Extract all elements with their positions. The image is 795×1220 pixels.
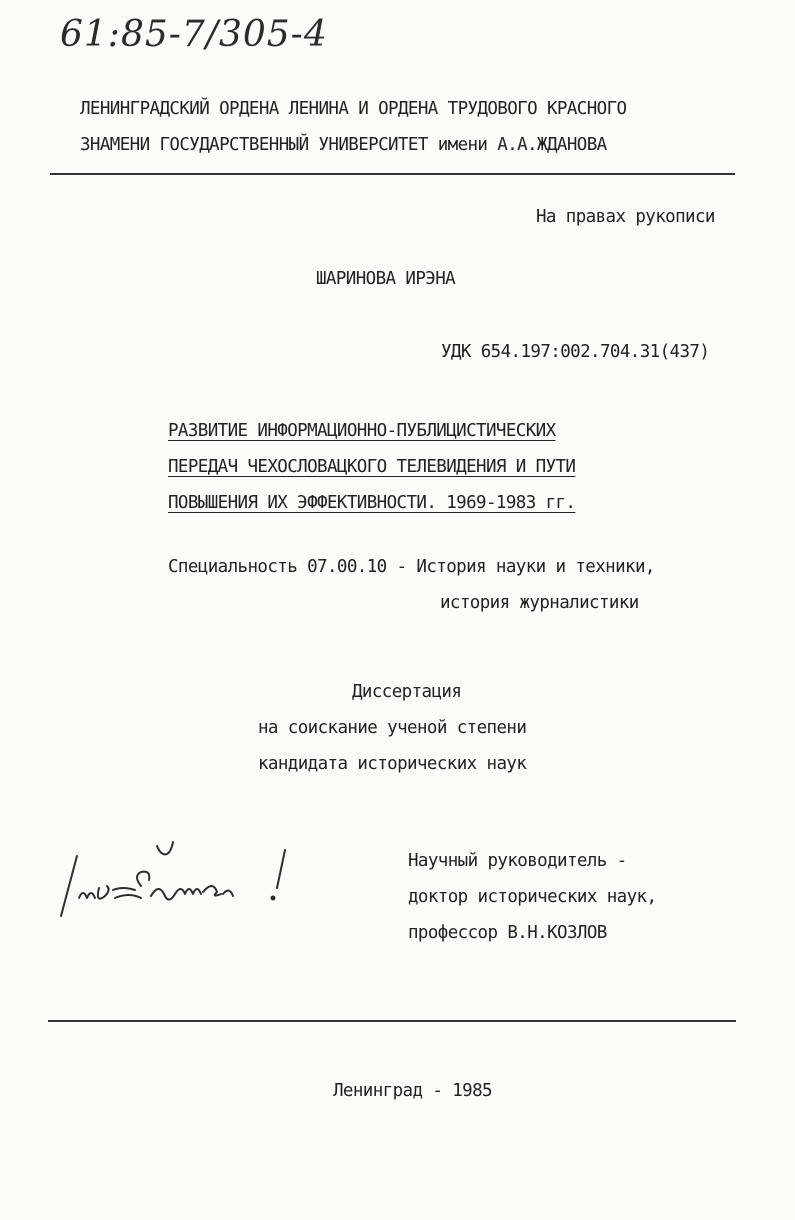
specialty-line-2: история журналистики <box>440 593 639 613</box>
dissertation-line-2: на соискание ученой степени <box>258 718 527 738</box>
rights-note: На правах рукописи <box>536 207 715 227</box>
dissertation-line-3: кандидата исторических наук <box>258 754 527 774</box>
thesis-title-line-1: РАЗВИТИЕ ИНФОРМАЦИОННО-ПУБЛИЦИСТИЧЕСКИХ <box>168 421 556 441</box>
institution-line-1: ЛЕНИНГРАДСКИЙ ОРДЕНА ЛЕНИНА И ОРДЕНА ТРУДОВОГО КРАСНОГО <box>80 99 627 119</box>
place-and-year: Ленинград - 1985 <box>333 1081 492 1101</box>
supervisor-line-1: Научный руководитель - <box>408 851 627 871</box>
author-signature <box>55 838 295 928</box>
supervisor-line-2: доктор исторических наук, <box>408 887 657 907</box>
institution-line-2: ЗНАМЕНИ ГОСУДАРСТВЕННЫЙ УНИВЕРСИТЕТ имени А.А.ЖДАНОВА <box>80 135 607 155</box>
thesis-title-line-2: ПЕРЕДАЧ ЧЕХОСЛОВАЦКОГО ТЕЛЕВИДЕНИЯ И ПУТИ <box>168 457 576 477</box>
archive-mark: 61:85-7/305-4 <box>60 14 328 55</box>
thesis-title-line-3: ПОВЫШЕНИЯ ИХ ЭФФЕКТИВНОСТИ. 1969-1983 гг. <box>168 493 576 513</box>
author-name: ШАРИНОВА ИРЭНА <box>316 269 456 289</box>
header-divider <box>50 173 735 175</box>
dissertation-line-1: Диссертация <box>352 682 462 702</box>
supervisor-line-3: профессор В.Н.КОЗЛОВ <box>408 923 607 943</box>
footer-divider <box>48 1020 736 1022</box>
udc-code: УДК 654.197:002.704.31(437) <box>441 342 710 362</box>
specialty-line-1: Специальность 07.00.10 - История науки и техники, <box>168 557 655 577</box>
